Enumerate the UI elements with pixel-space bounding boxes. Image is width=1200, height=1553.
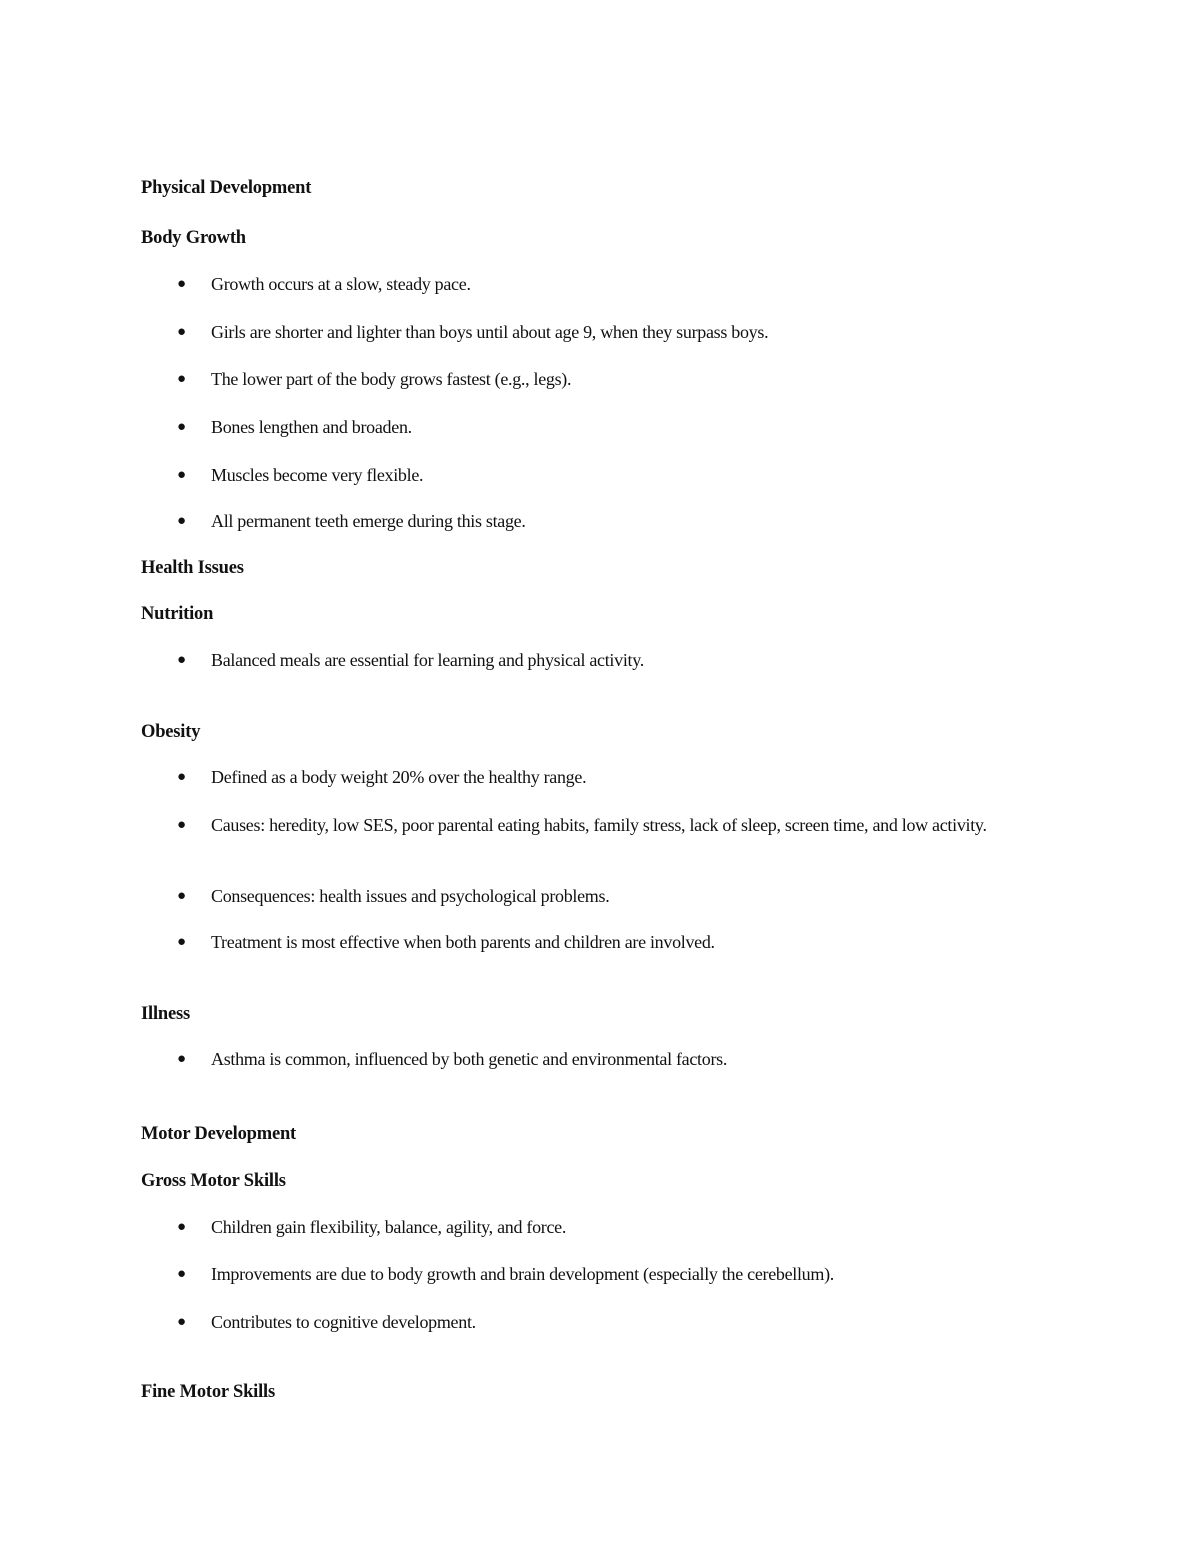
heading-health-issues: Health Issues [141,558,244,578]
list-item-text: Defined as a body weight 20% over the healthy range. [211,767,587,787]
list-item-text: Consequences: health issues and psychological problems. [211,886,610,906]
bullet-icon: ● [177,934,187,950]
bullet-icon: ● [177,419,187,435]
heading-body-growth: Body Growth [141,228,246,248]
list-item-text: All permanent teeth emerge during this stage. [211,511,526,531]
bullet-icon: ● [177,817,187,833]
bullet-icon: ● [177,1266,187,1282]
bullet-icon: ● [177,276,187,292]
list-item-text: Bones lengthen and broaden. [211,417,412,437]
list-item-text: Muscles become very flexible. [211,465,424,485]
heading-obesity: Obesity [141,722,201,742]
bullet-icon: ● [177,1219,187,1235]
list-item-text: Growth occurs at a slow, steady pace. [211,274,471,294]
heading-fine-motor-skills: Fine Motor Skills [141,1382,275,1402]
list-item-text: The lower part of the body grows fastest (e.g., legs). [211,369,572,389]
bullet-icon: ● [177,324,187,340]
bullet-icon: ● [177,1051,187,1067]
list-item-text: Causes: heredity, low SES, poor parental eating habits, family stress, lack of sleep, screen time, and low activity. [211,815,987,835]
bullet-icon: ● [177,371,187,387]
heading-nutrition: Nutrition [141,604,214,624]
section-title-motor-development: Motor Development [141,1124,297,1144]
bullet-icon: ● [177,467,187,483]
bullet-icon: ● [177,652,187,668]
list-item-text: Treatment is most effective when both parents and children are involved. [211,932,715,952]
list-item-text: Balanced meals are essential for learning and physical activity. [211,650,644,670]
bullet-icon: ● [177,769,187,785]
list-item-text: Children gain flexibility, balance, agility, and force. [211,1217,567,1237]
list-item-text: Girls are shorter and lighter than boys until about age 9, when they surpass boys. [211,322,769,342]
bullet-icon: ● [177,513,187,529]
heading-illness: Illness [141,1004,190,1024]
list-item-text: Contributes to cognitive development. [211,1312,476,1332]
list-item-text: Improvements are due to body growth and brain development (especially the cerebellum). [211,1264,834,1284]
section-title-physical-development: Physical Development [141,178,312,198]
bullet-icon: ● [177,888,187,904]
heading-gross-motor-skills: Gross Motor Skills [141,1171,286,1191]
bullet-icon: ● [177,1314,187,1330]
list-item-text: Asthma is common, influenced by both genetic and environmental factors. [211,1049,728,1069]
